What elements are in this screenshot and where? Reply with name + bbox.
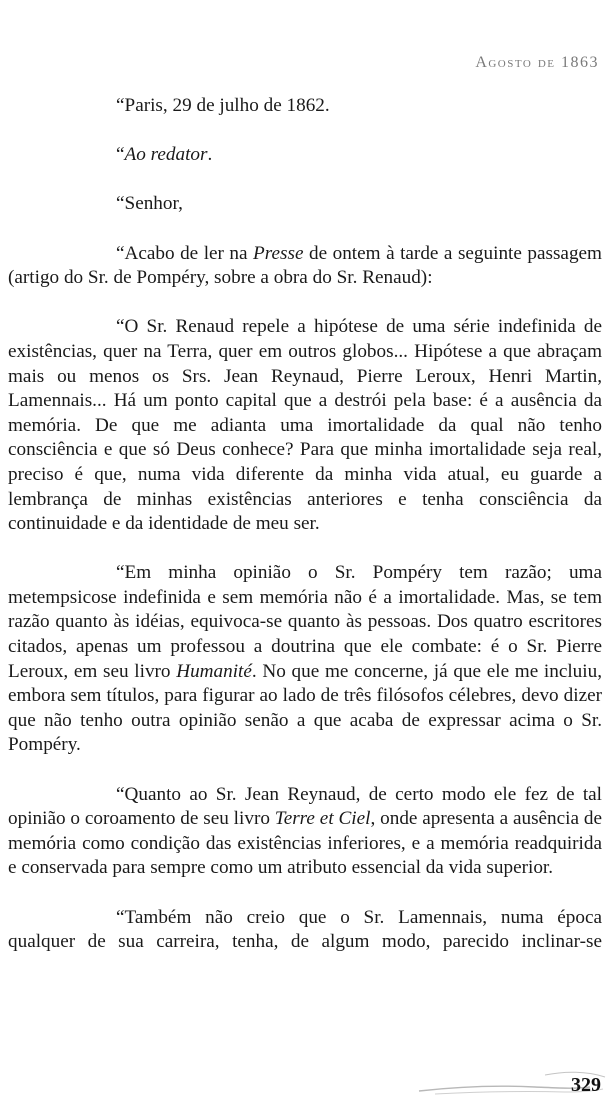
intro-text-b: de ontem à tarde a seguinte passagem (artigo do Sr. de Pompéry, sobre a obra do Sr. Renaud): [8,242,602,289]
presse-italic: Presse [253,242,304,264]
period: . [207,144,213,166]
quote-mark: “ [116,144,125,166]
running-head: Agosto de 1863 [475,54,599,71]
paragraph-lamennais: “Também não creio que o Sr. Lamennais, numa época qualquer de sua carreira, tenha, de algum modo, parecido inclinar-se [8,906,602,953]
paragraph-greeting: “Senhor, [116,193,183,215]
reynaud-text-a: “Quanto ao Sr. Jean Reynaud, de certo modo ele fez de tal opinião o coroamento de seu livro [8,783,602,830]
paragraph-quotation: “O Sr. Renaud repele a hipótese de uma série indefinida de existências, quer na Terra, quer em outros globos... Hipótese a que abraçam mais ou menos os Srs. Jean Reynaud, Pierre Leroux, Henri Martin, Lamennais... Há um ponto capital que a destrói pela base: é a ausência da memória. De que me adianta uma imortalidade da qual não tenho consciência e que só Deus conhece? Para que minha imortalidade seja real, preciso é que, numa vida diferente da minha vida atual, eu guarde a lembrança de minhas existências anteriores e tenha consciência da continuidade e da identidade de meu ser. [8,316,602,535]
page-folio [415,1063,611,1103]
humanite-italic: Humanité [176,660,252,682]
opinion-text-b: . No que me concerne, já que ele me incluiu, embora sem títulos, para figurar ao lado de três filósofos célebres, devo dizer que não tenho outra opinião senão a que acaba de expressar acima o Sr. Pompéry. [8,660,602,756]
paragraph-opinion [8,561,602,758]
page-number: 329 [571,1074,601,1096]
opinion-text-a: “Em minha opinião o Sr. Pompéry tem razão; uma metempsicose indefinida e sem memória não é a imortalidade. Mas, se tem razão quanto às idéias, equivoca-se quanto às pessoas. Dos quatro escritores citados, apenas um professou a doutrina que ele combate: é o Sr. Pierre Leroux, em seu livro [8,562,602,682]
intro-text-a: “Acabo de ler na [116,242,254,264]
paragraph-reynaud [8,783,602,881]
recipient-italic: Ao redator [124,144,208,166]
page-body [8,94,602,955]
paragraph-intro [8,242,602,291]
paragraph-salutation-recipient [8,143,602,168]
terre-et-ciel-italic: Terre et Ciel [274,808,371,830]
reynaud-text-b: , onde apresenta a ausência de memória como condição das existências inferiores, e a memória readquirida e conservada para sempre como um atributo essencial da vida superior. [8,808,602,879]
paragraph-dateline: “Paris, 29 de julho de 1862. [116,95,330,116]
